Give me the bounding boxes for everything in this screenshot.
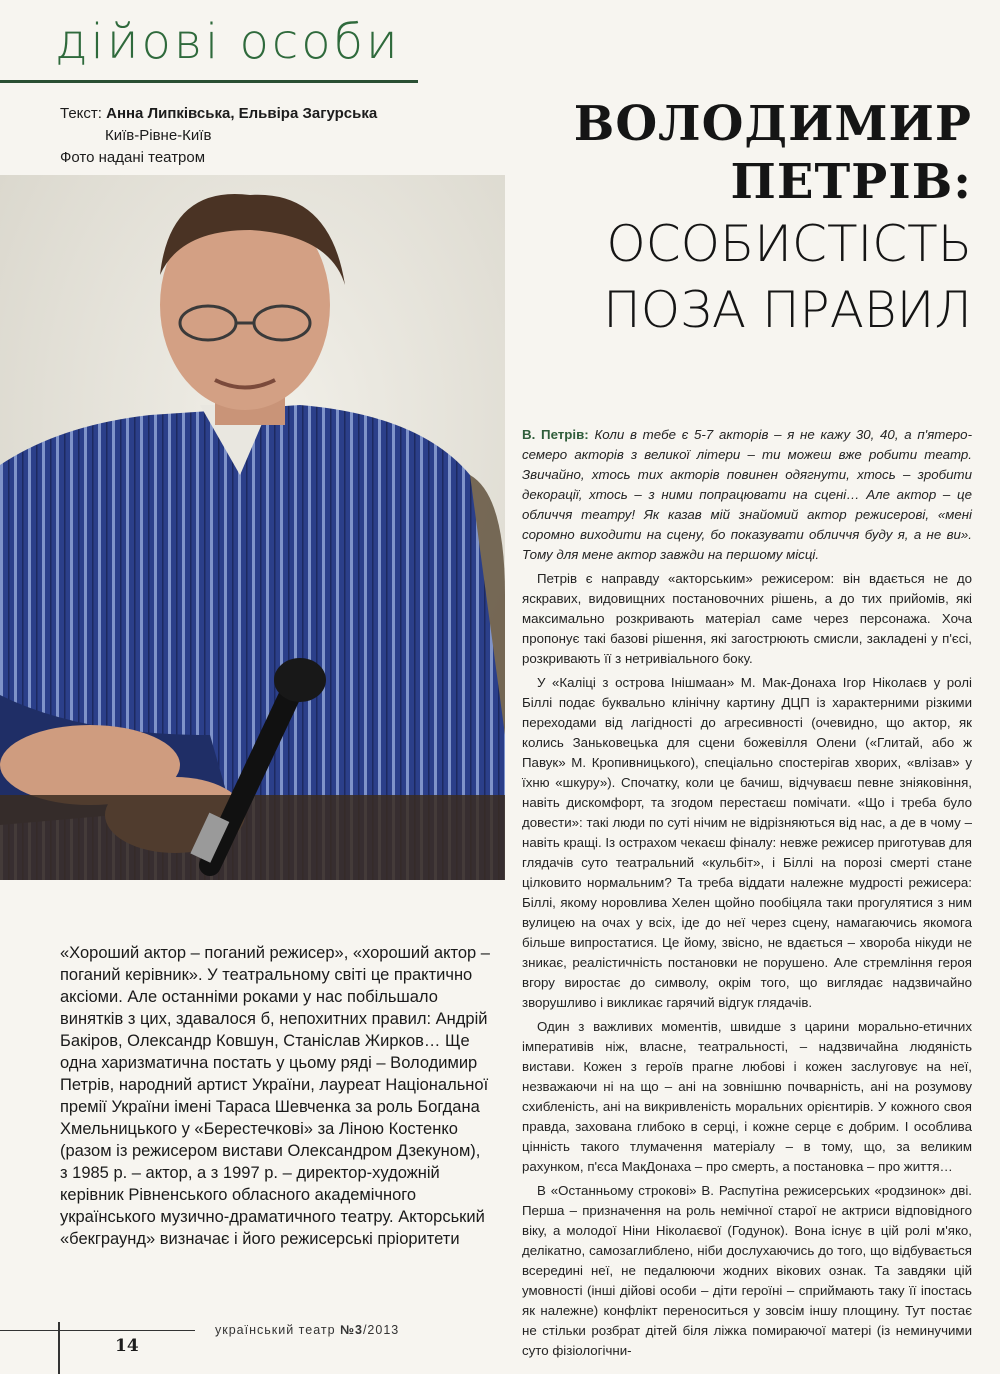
headline-line-1: ВОЛОДИМИР bbox=[573, 96, 972, 152]
authors-line bbox=[60, 103, 377, 125]
issue-number: №3 bbox=[340, 1323, 363, 1337]
article-paragraph: В «Останньому строкові» В. Распутіна режисерських «родзинок» дві. Перша – призначення на роль немічної старої не актриси відповідного віку, а молодої Ніни Ніколаєвої (Годунок). Вона існує в цій ролі м'яко, делікатно, самозаглиблено, ніби дослухаючись до того, що відбувається всередині неї, не педалюючи жодних вікових ознак. Та завдяки цій умовності (інші дійові особи – діти героїні – сприймають таку її іпостась як належне) конфлікт переноситься у зовсім іншу площину. Тут постає не стільки розбрат дітей біля ліжка помираючої матері (із неминучими суто фізіологічни- bbox=[522, 1183, 972, 1358]
section-title: дійові особи bbox=[55, 14, 401, 70]
article-column bbox=[522, 425, 972, 1365]
article-paragraph: Один з важливих моментів, швидше з царини морально-етичних імперативів ніж, власне, театральності, – надзвичайна людяність вистави. Кожен з героїв прагне любові і кожен заслуговує на неї, незважаючи ні на що – ані на зовнішню почварність, ані на розумову схибленість, ані на викривленість моральних орієнтирів. У кожного своя правда, захована глибоко в серці, і кожне серце є добрим. І особлива цінність такого тлумачення матеріалу – в тому, що, за великим рахунком, п'єса МакДонаха – про смерть, а постановка – про життя… bbox=[522, 1019, 972, 1174]
credits bbox=[60, 103, 377, 169]
portrait-photo bbox=[0, 175, 505, 880]
issue-year: /2013 bbox=[362, 1323, 400, 1337]
magazine-name bbox=[215, 1323, 399, 1337]
headline-line-3: ОСОБИСТІСТЬ bbox=[606, 215, 972, 273]
photo-credit: Фото надані театром bbox=[60, 149, 206, 166]
interview-quote-paragraph bbox=[522, 425, 972, 565]
authors: Анна Липківська, Ельвіра Загурська bbox=[106, 105, 378, 122]
portrait-illustration bbox=[0, 175, 505, 880]
page-number: 14 bbox=[115, 1336, 139, 1356]
article-paragraph: У «Каліці з острова Інішмаан» М. Мак-Донаха Ігор Ніколаєв у ролі Біллі подає буквально клінічну картину ДЦП із характерними різкими переходами від лагідності до агресивності (очевидно, що актор, як колись Заньковецька для сцени божевілля Олени («Глитай, або ж Павук» М. Кропивницького), спеціально спостерігав хворих, «влізав» у їхню «шкуру»). Спочатку, коли це бачиш, відчуваєш певне зніяковіння, навіть дискомфорт, та згодом перестаєш помічати. «Що і треба було довести»: такі люди по суті нічим не відрізняються від нас, а де в чому – навіть кращі. Із острахом чекаєш фіналу: невже режисер приготував для глядачів суто театральний «кульбіт», і Біллі на порозі смерті стане цілковито нормальним? Та треба віддати належне мудрості режисера: Біллі, якому норовлива Хелен щойно пообіцяла таки прогулятися з ним вулицею на очах у всіх, іде до неї через сцену, намагаючись якомога більше випростатися. Це йому, звісно, не вдається – хвороба нікуди не зникає, реалістичність постановки не порушено. Але стремління героя вгору виростає до символу, окрім того, що виглядає надзвичайно зворушливо і викликає гарячий відгук глядачів. bbox=[522, 675, 972, 1010]
headline-line-2: ПЕТРІВ: bbox=[730, 154, 972, 210]
text-label: Текст: bbox=[60, 105, 102, 122]
headline bbox=[502, 95, 972, 343]
footer-rule-horizontal bbox=[0, 1330, 195, 1331]
speaker-quote: Коли в тебе є 5-7 акторів – я не кажу 30, 40, а п'ятеро-семеро акторів з великої літери – ти можеш вже робити театр. Звичайно, хтось тих акторів повинен одягнути, хтось – зробити декорації, хтось – з ними попрацювати на сцені… Але актор – це обличчя театру! Як казав мій знайомий актор режисерові, «мені соромно виходити на сцену, бо показувати обличчя буду я, а не ви». Тому для мене актор завжди на першому місці. bbox=[522, 427, 972, 562]
magazine-title: український театр bbox=[215, 1323, 336, 1337]
speaker-label: В. Петрів: bbox=[522, 427, 589, 442]
top-rule bbox=[0, 80, 418, 83]
location: Київ-Рівне-Київ bbox=[105, 127, 212, 144]
article-paragraph: Петрів є направду «акторським» режисером: він вдається не до яскравих, видовищних постановочних рішень, а до тих прийомів, які максимально розкривають матеріал саме через персонажа. Хоча пропонує такі базові рішення, які загострюють смисли, закладені у п'єсі, розкривають її з нетривіального боку. bbox=[522, 571, 972, 666]
headline-line-4: ПОЗА ПРАВИЛ bbox=[603, 281, 972, 339]
lead-paragraph: «Хороший актор – поганий режисер», «хороший актор – поганий керівник». У театральному світі це практично аксіоми. Але останніми роками у нас побільшало винятків з цих, здавалося б, непохитних правил: Андрій Бакіров, Олександр Ковшун, Станіслав Жирков… Ще одна харизматична постать у цьому ряді – Володимир Петрів, народний артист України, лауреат Національної премії України імені Тараса Шевченка за роль Богдана Хмельницького у «Берестечкові» за Ліною Костенко (разом із режисером вистави Олександром Дзекуном), з 1985 р. – актор, а з 1997 р. – директор-художній керівник Рівненського обласного академічного українського музично-драматичного театру. Акторський «бекграунд» визначає і його режисерські пріоритети bbox=[60, 944, 490, 1248]
